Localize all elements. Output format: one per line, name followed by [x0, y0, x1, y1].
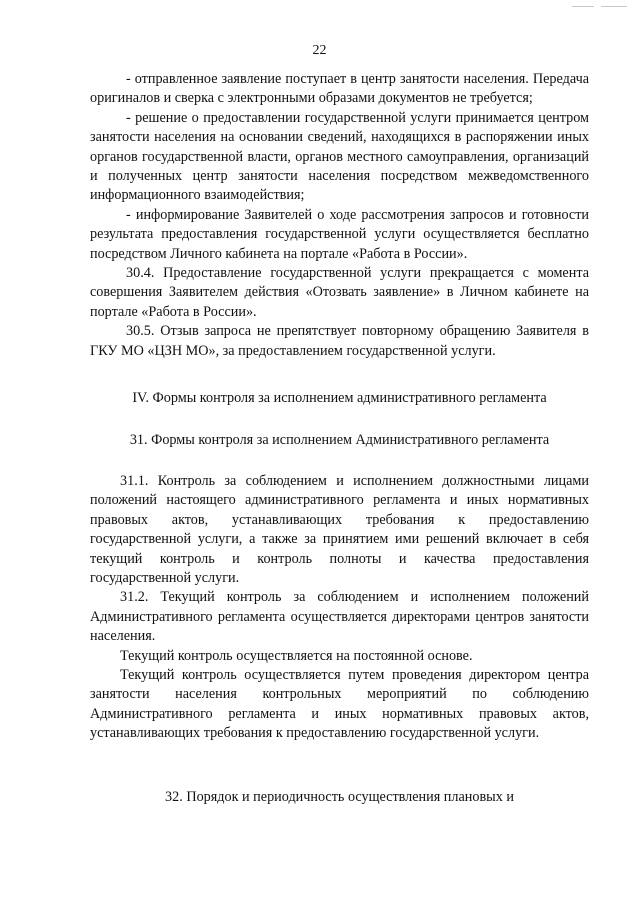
subsection-heading-32: 32. Порядок и периодичность осуществления плановых и [165, 788, 514, 805]
spacer [90, 450, 589, 472]
scan-mark-right [601, 6, 627, 7]
document-body [90, 70, 589, 807]
paragraph-30-4: 30.4. Предоставление государственной услуги прекращается с момента совершения Заявителем действия «Отозвать заявление» в Личном кабинете на портале «Работа в России». [90, 265, 589, 320]
paragraph-informing: - информирование Заявителей о ходе рассмотрения запросов и готовности результата предоставления государственной услуги осуществляется бесплатно посредством Личного кабинета на портале «Работа в России». [90, 206, 589, 262]
scan-mark-left [572, 6, 594, 7]
paragraph-31-1: 31.1. Контроль за соблюдением и исполнением должностными лицами положений настоящего административного регламента и иных нормативных правовых актов, устанавливающих требования к предоставлению государственной услуги, а также за принятием ими решений включает в себя текущий контроль и контроль полноты и качества предоставления государственной услуги. [90, 472, 589, 586]
paragraph-30-5: 30.5. Отзыв запроса не препятствует повторному обращению Заявителя в ГКУ МО «ЦЗН МО», за предоставлением государственной услуги. [90, 323, 589, 359]
page-number: 22 [312, 43, 327, 58]
spacer [90, 409, 589, 431]
paragraph-31-2: 31.2. Текущий контроль за соблюдением и исполнением положений Административного регламента осуществляется директорами центров занятости населения. [90, 589, 589, 645]
paragraph-sent-application: - отправленное заявление поступает в центр занятости населения. Передача оригиналов и сверка с электронными образами документов не требуется; [90, 71, 589, 107]
paragraph-current-control-method: Текущий контроль осуществляется путем проведения директором центра занятости населения контрольных мероприятий по соблюдению Административного регламента и иных нормативных правовых актов, устанавливающих требования к предоставлению государственной услуги. [90, 666, 589, 742]
paragraph-current-control-basis: Текущий контроль осуществляется на постоянной основе. [120, 647, 473, 664]
subsection-heading-31: 31. Формы контроля за исполнением Административного регламента [129, 431, 550, 448]
spacer [90, 744, 589, 788]
section-heading-iv: IV. Формы контроля за исполнением административного регламента [132, 390, 547, 407]
spacer [90, 361, 589, 389]
paragraph-decision: - решение о предоставлении государственной услуги принимается центром занятости населения на основании сведений, находящихся в распоряжении иных органов государственной власти, органов местного самоуправления, организаций и полученных центр занятости населения посредством межведомственного информационного взаимодействия; [90, 109, 589, 204]
